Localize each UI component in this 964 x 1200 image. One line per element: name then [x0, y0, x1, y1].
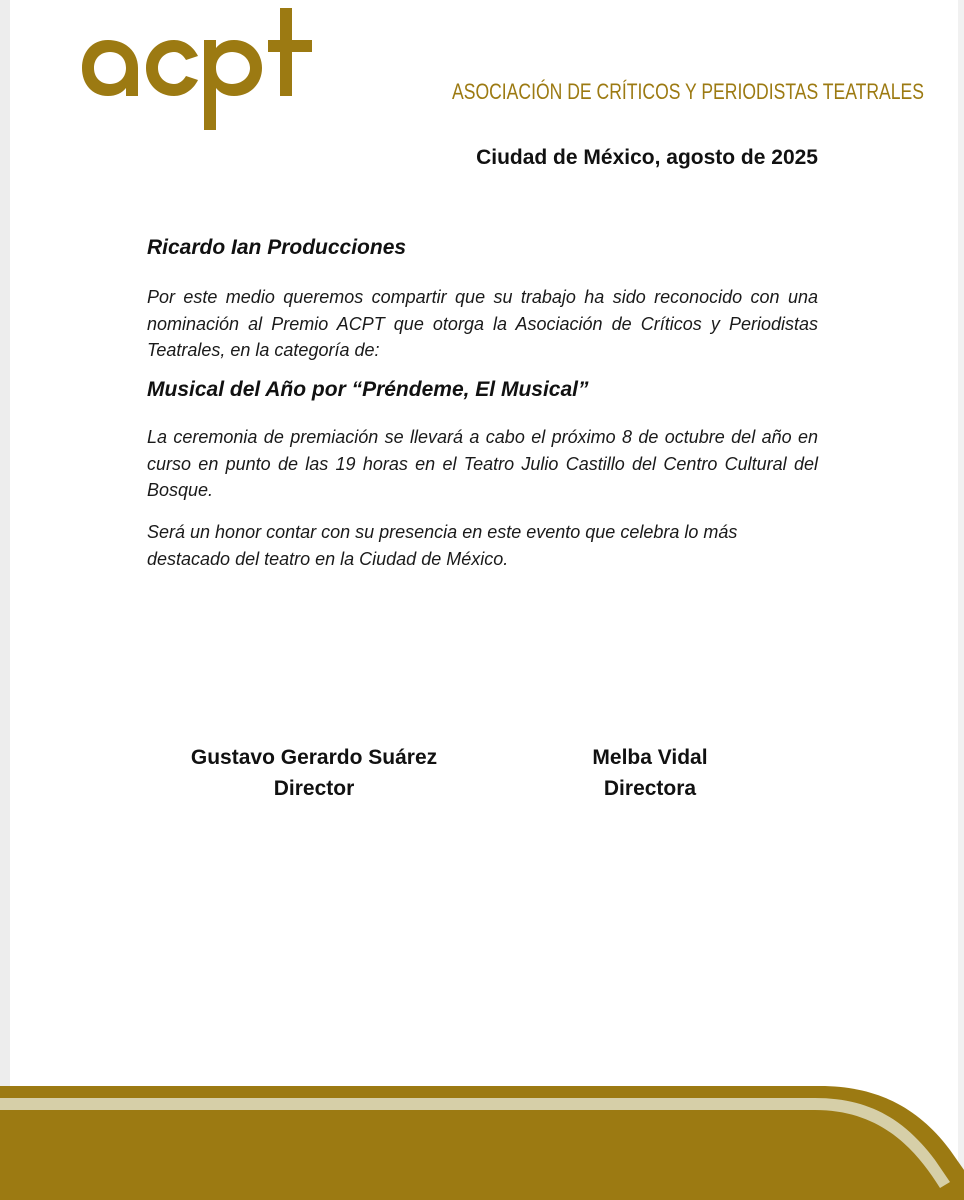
signer-name: Gustavo Gerardo Suárez	[190, 746, 438, 769]
recipient-name: Ricardo Ian Producciones	[147, 236, 407, 259]
logo-letter-a	[82, 40, 138, 96]
date-line: Ciudad de México, agosto de 2025	[476, 146, 818, 169]
logo-letter-c	[146, 40, 198, 96]
paragraph-ceremony: La ceremonia de premiación se llevará a cabo el próximo 8 de octubre del año en curso en punto de las 19 horas en el Teatro Julio Castillo del Centro Cultural del Bosque.	[147, 427, 818, 500]
association-name-text: ASOCIACIÓN DE CRÍTICOS Y PERIODISTAS TEATRALES	[452, 79, 924, 104]
logo-letter-t	[268, 8, 312, 96]
signature-block-1	[164, 742, 464, 804]
nomination-category: Musical del Año por “Préndeme, El Musical”	[147, 378, 589, 401]
signature-block-2	[540, 742, 760, 804]
logo-letter-p	[204, 40, 262, 130]
signer-title: Directora	[603, 777, 697, 800]
page-right-edge	[958, 0, 964, 1200]
association-name	[452, 74, 926, 108]
paragraph-nomination: Por este medio queremos compartir que su trabajo ha sido reconocido con una nominación al Premio ACPT que otorga la Asociación de Críticos y Periodistas Teatrales, en la categoría de:	[147, 287, 818, 360]
footer-band	[0, 1060, 964, 1200]
page-left-edge	[0, 0, 10, 1200]
signer-title: Director	[273, 777, 355, 800]
paragraph-invitation: Será un honor contar con su presencia en este evento que celebra lo más destacado del teatro en la Ciudad de México.	[147, 522, 738, 569]
signer-name: Melba Vidal	[592, 746, 708, 769]
acpt-logo	[80, 4, 320, 134]
